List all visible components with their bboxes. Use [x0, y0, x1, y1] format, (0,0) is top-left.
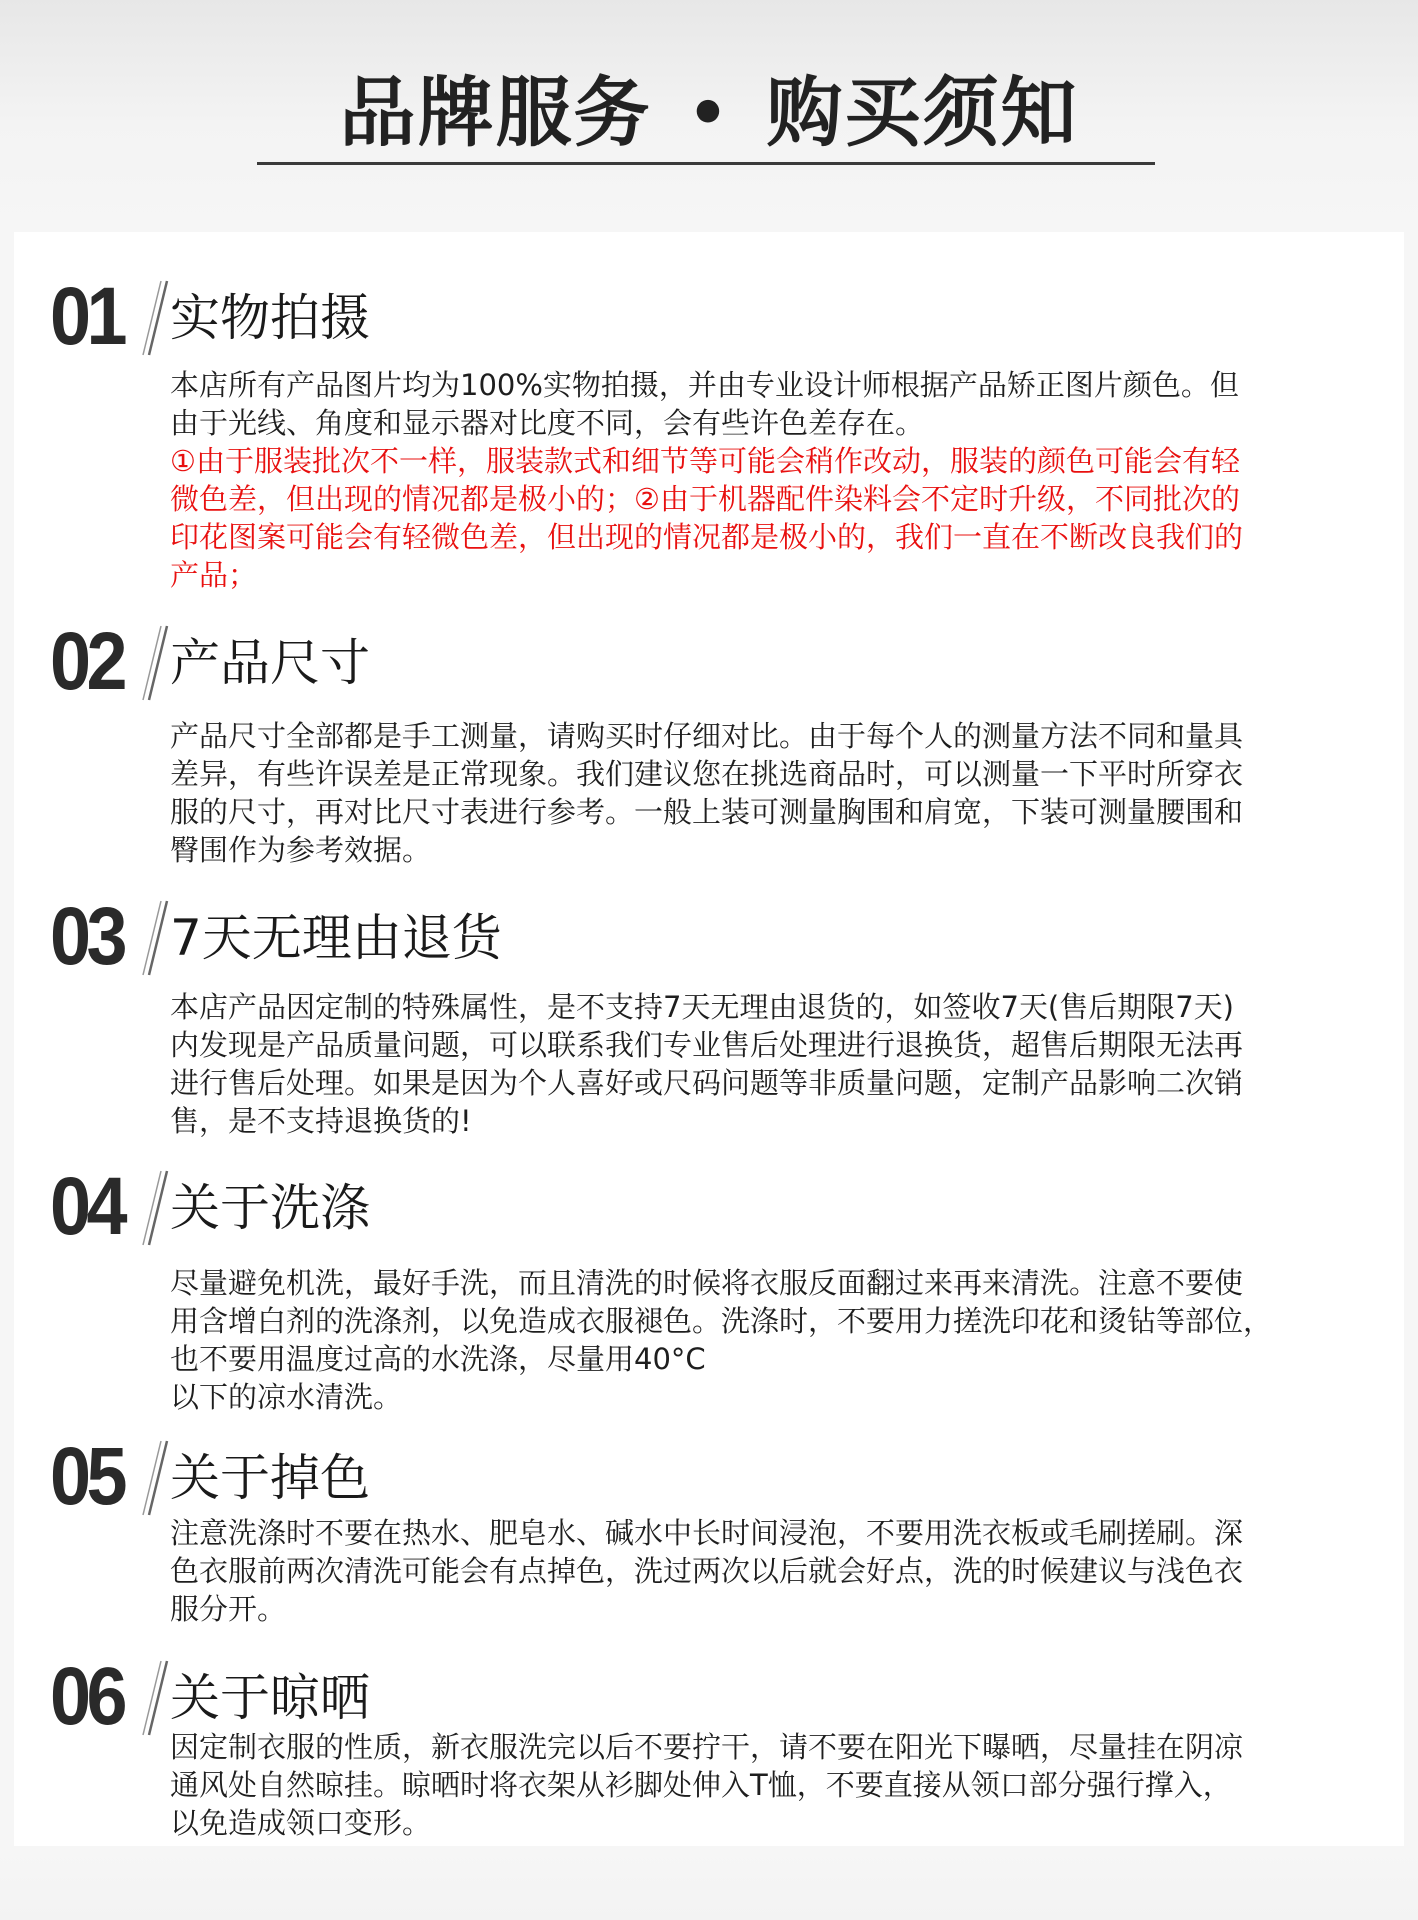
- section-body: [170, 717, 1386, 869]
- page-title-right: 购买须知: [766, 68, 1079, 157]
- body-line: 尽量避免机洗，最好手洗，而且清洗的时候将衣服反面翻过来再来清洗。注意不要使: [170, 1266, 1244, 1300]
- section-number: 03: [50, 891, 124, 982]
- slash-divider-icon: [140, 898, 170, 978]
- body-line: 进行售后处理。如果是因为个人喜好或尺码问题等非质量问题，定制产品影响二次销: [170, 1066, 1244, 1100]
- body-line: 注意洗涤时不要在热水、肥皂水、碱水中长时间浸泡，不要用洗衣板或毛刷搓刷。深: [170, 1516, 1244, 1550]
- section-title: 产品尺寸: [170, 634, 370, 692]
- section-title: 7天无理由退货: [170, 909, 502, 967]
- section-number: 05: [50, 1431, 124, 1522]
- section-body: [170, 1728, 1386, 1842]
- body-line: 差异，有些许误差是正常现象。我们建议您在挑选商品时，可以测量一下平时所穿衣: [170, 757, 1244, 791]
- slash-divider-icon: [140, 623, 170, 703]
- body-line: 因定制衣服的性质，新衣服洗完以后不要拧干，请不要在阳光下曝晒，尽量挂在阴凉: [170, 1730, 1244, 1764]
- body-line: 以下的凉水清洗。: [170, 1380, 403, 1414]
- warning-line: 微色差，但出现的情况都是极小的；②由于机器配件染料会不定时升级，不同批次的: [170, 482, 1240, 516]
- page-title-left: 品牌服务: [339, 68, 652, 157]
- body-line: 内发现是产品质量问题，可以联系我们专业售后处理进行退换货，超售后期限无法再: [170, 1028, 1244, 1062]
- body-line: 也不要用温度过高的水洗涤，尽量用40°C: [170, 1342, 706, 1376]
- section-number: 02: [50, 616, 124, 707]
- title-underline-divider: [257, 162, 1155, 165]
- section-title: 实物拍摄: [170, 289, 370, 347]
- slash-divider-icon: [140, 278, 170, 358]
- body-line: 本店产品因定制的特殊属性，是不支持7天无理由退货的，如签收7天(售后期限7天): [170, 990, 1234, 1024]
- section-title: 关于掉色: [170, 1449, 370, 1507]
- body-line: 售，是不支持退换货的!: [170, 1104, 472, 1138]
- page-title: [0, 68, 1418, 159]
- section-number: 06: [50, 1651, 124, 1742]
- body-line: 服的尺寸，再对比尺寸表进行参考。一般上装可测量胸围和肩宽，下装可测量腰围和: [170, 795, 1244, 829]
- body-line: 色衣服前两次清洗可能会有点掉色，洗过两次以后就会好点，洗的时候建议与浅色衣: [170, 1554, 1244, 1588]
- section-body: [170, 366, 1386, 594]
- notice-card: [14, 232, 1404, 1846]
- warning-line: 印花图案可能会有轻微色差，但出现的情况都是极小的，我们一直在不断改良我们的: [170, 520, 1244, 554]
- warning-line: 产品；: [170, 558, 258, 592]
- slash-divider-icon: [140, 1168, 170, 1248]
- body-line: 由于光线、角度和显示器对比度不同，会有些许色差存在。: [170, 406, 925, 440]
- title-separator-dot: •: [687, 77, 731, 151]
- body-line: 服分开。: [170, 1592, 287, 1626]
- body-line: 产品尺寸全部都是手工测量，请购买时仔细对比。由于每个人的测量方法不同和量具: [170, 719, 1244, 753]
- body-line: 臀围作为参考效据。: [170, 833, 432, 867]
- section-number: 01: [50, 271, 124, 362]
- slash-divider-icon: [140, 1658, 170, 1738]
- slash-divider-icon: [140, 1438, 170, 1518]
- body-line: 本店所有产品图片均为100%实物拍摄，并由专业设计师根据产品矫正图片颜色。但: [170, 368, 1239, 402]
- section-body: [170, 988, 1386, 1140]
- section-title: 关于洗涤: [170, 1179, 370, 1237]
- body-line: 通风处自然晾挂。晾晒时将衣架从衫脚处伸入T恤，不要直接从领口部分强行撑入，: [170, 1768, 1232, 1802]
- section-number: 04: [50, 1161, 124, 1252]
- section-body: [170, 1514, 1386, 1628]
- body-line: 以免造成领口变形。: [170, 1806, 432, 1840]
- section-title: 关于晾晒: [170, 1669, 370, 1727]
- warning-line: ①由于服装批次不一样，服装款式和细节等可能会稍作改动，服装的颜色可能会有轻: [170, 444, 1240, 478]
- section-body: [170, 1264, 1386, 1416]
- body-line: 用含增白剂的洗涤剂，以免造成衣服褪色。洗涤时，不要用力搓洗印花和烫钻等部位，: [170, 1304, 1273, 1338]
